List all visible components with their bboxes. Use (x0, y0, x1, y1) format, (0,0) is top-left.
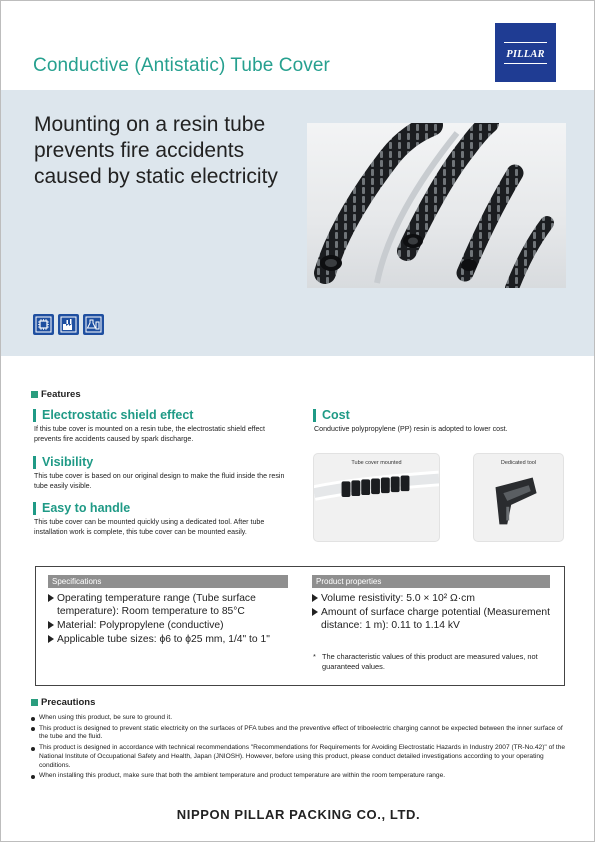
photo-caption: Dedicated tool (500, 460, 537, 466)
specifications-column (48, 575, 288, 647)
bullet-triangle-icon (312, 594, 318, 602)
specifications-box (35, 566, 565, 686)
feature-text-visibility: This tube cover is based on our original design to make the fluid inside the resin tube easily visible. (34, 472, 285, 490)
precautions-label (31, 697, 95, 708)
tube-cover-mounted-photo (313, 453, 440, 542)
feature-text-electrostatic: If this tube cover is mounted on a resin tube, the electrostatic shield effect prevents fire accidents caused by spark discharge. (34, 425, 265, 443)
bullet-triangle-icon (48, 621, 54, 629)
footnote-text: The characteristic values of this product are measured values, not guaranteed values. (322, 652, 538, 671)
tube-cover-illustration (307, 123, 566, 288)
footnote-asterisk: * (313, 652, 316, 661)
precaution-item: This product is designed in accordance with technical recommendations "Recommendations for Requirements for Avoiding Electrostatic Hazards in Industry 2007 (TR-No.42)" of the National Institute of Occupational Safety and Health, Japan (JNIOSH). However, before using this product, please conduct detailed investigations according to your operating conditions. (31, 744, 571, 770)
feature-title-text: Visibility (42, 455, 94, 469)
dedicated-tool-illustration (474, 454, 563, 541)
precaution-item: When installing this product, make sure that both the ambient temperature and product temperature are within the room temperature range. (31, 772, 571, 781)
specifications-list (48, 592, 288, 646)
feature-title-text: Electrostatic shield effect (42, 408, 194, 422)
hero-heading: Mounting on a resin tube prevents fire accidents caused by static electricity (34, 113, 278, 188)
feature-title-visibility (33, 455, 93, 469)
feature-title-text: Cost (322, 408, 350, 422)
spec-item-text: Operating temperature range (Tube surface temperature): Room temperature to 85°C (57, 593, 256, 617)
bullet-triangle-icon (312, 608, 318, 616)
product-properties-header: Product properties (312, 575, 550, 588)
property-item (312, 606, 550, 632)
mounted-tube-illustration (314, 454, 439, 541)
feature-title-easy-handle (33, 501, 130, 515)
factory-icon (58, 314, 79, 335)
logo-frame (504, 42, 547, 64)
feature-bar (33, 409, 36, 422)
spec-item (48, 592, 288, 618)
specifications-header: Specifications (48, 575, 288, 588)
precaution-item: This product is designed to prevent static electricity on the surfaces of PFA tubes and the preventive effect of triboelectric charging cannot be expected between the inner surface of the tube and the fluid. (31, 725, 571, 742)
precautions-list (31, 714, 571, 783)
section-square-icon (31, 699, 38, 706)
spec-item-text: Applicable tube sizes: ϕ6 to ϕ25 mm, 1/4" to 1" (57, 634, 270, 645)
product-properties-list (312, 592, 550, 632)
tube-cover-photo (307, 123, 566, 288)
section-square-icon (31, 391, 38, 398)
feature-title-electrostatic (33, 408, 193, 422)
application-icons (33, 314, 104, 335)
product-properties-column (312, 575, 550, 633)
feature-bar (33, 502, 36, 515)
pillar-logo (495, 23, 556, 82)
spec-item (48, 619, 288, 632)
company-name: NIPPON PILLAR PACKING CO., LTD. (176, 807, 421, 822)
feature-bar (33, 456, 36, 469)
precautions-label-text: Precautions (41, 697, 96, 708)
feature-title-cost (313, 408, 350, 422)
semiconductor-chip-icon (33, 314, 54, 335)
page-title: Conductive (Antistatic) Tube Cover (33, 55, 330, 76)
properties-footnote (313, 652, 552, 671)
spec-item (48, 633, 288, 646)
feature-text-easy-handle: This tube cover can be mounted quickly using a dedicated tool. After tube installation work is complete, this tube cover can be mounted easily. (34, 518, 265, 536)
feature-bar (313, 409, 316, 422)
lab-flask-icon (83, 314, 104, 335)
bullet-triangle-icon (48, 635, 54, 643)
precaution-item: When using this product, be sure to ground it. (31, 714, 571, 723)
features-label (31, 389, 81, 400)
property-item-text: Volume resistivity: 5.0 × 10² Ω·cm (321, 593, 475, 604)
features-label-text: Features (41, 389, 81, 400)
bullet-triangle-icon (48, 594, 54, 602)
property-item (312, 592, 550, 605)
photo-caption: Tube cover mounted (351, 460, 402, 466)
feature-text-cost: Conductive polypropylene (PP) resin is adopted to lower cost. (314, 425, 508, 433)
spec-item-text: Material: Polypropylene (conductive) (57, 620, 224, 631)
property-item-text: Amount of surface charge potential (Measurement distance: 1 m): 0.11 to 1.14 kV (321, 607, 550, 631)
hero-banner (1, 90, 595, 356)
feature-title-text: Easy to handle (42, 501, 131, 515)
logo-text: PILLAR (506, 48, 545, 60)
dedicated-tool-photo (473, 453, 564, 542)
